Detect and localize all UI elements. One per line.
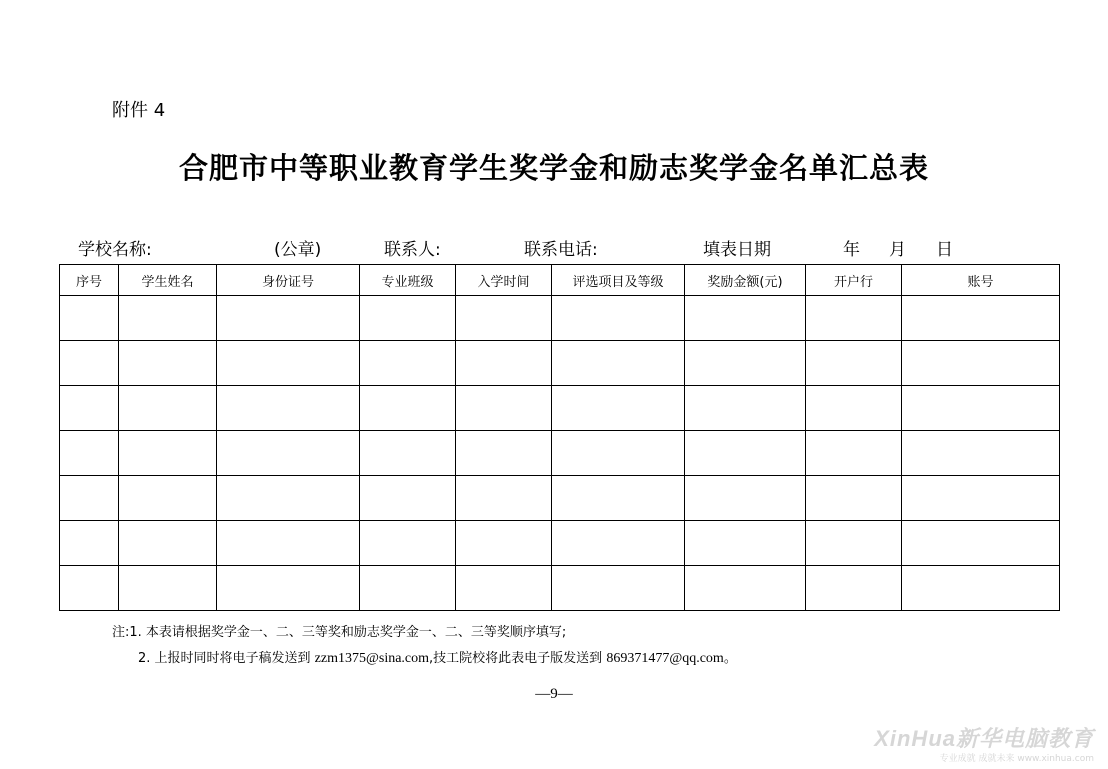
table-row <box>60 296 1060 341</box>
table-cell <box>456 521 552 566</box>
table-cell <box>119 386 217 431</box>
table-cell <box>456 341 552 386</box>
header-id-number: 身份证号 <box>217 265 360 296</box>
table-cell <box>902 521 1060 566</box>
table-cell <box>60 386 119 431</box>
table-cell <box>60 296 119 341</box>
table-cell <box>360 296 456 341</box>
table-cell <box>60 566 119 611</box>
table-cell <box>552 566 685 611</box>
table-cell <box>685 431 806 476</box>
header-index: 序号 <box>60 265 119 296</box>
note-line-2 <box>138 647 737 667</box>
table-cell <box>902 341 1060 386</box>
header-award-level: 评选项目及等级 <box>552 265 685 296</box>
header-amount: 奖励金额(元) <box>685 265 806 296</box>
school-name-label: 学校名称: <box>78 240 152 260</box>
table-cell <box>60 341 119 386</box>
table-cell <box>902 476 1060 521</box>
table-cell <box>360 566 456 611</box>
table-cell <box>360 341 456 386</box>
year-label: 年 <box>843 240 860 260</box>
header-major-class: 专业班级 <box>360 265 456 296</box>
table-cell <box>360 386 456 431</box>
watermark-text: XinHua新华电脑教育 <box>874 726 1094 751</box>
contact-phone-label: 联系电话: <box>524 240 598 260</box>
table-cell <box>456 476 552 521</box>
note-line-2-middle: ,技工院校将此表电子版发送到 <box>429 651 607 666</box>
table-cell <box>217 521 360 566</box>
table-cell <box>552 341 685 386</box>
table-cell <box>119 476 217 521</box>
table-cell <box>217 296 360 341</box>
table-cell <box>685 296 806 341</box>
table-cell <box>685 341 806 386</box>
table-header-row <box>60 265 1060 296</box>
table-cell <box>806 296 902 341</box>
table-row <box>60 341 1060 386</box>
table-row <box>60 521 1060 566</box>
seal-label: (公章) <box>274 240 322 260</box>
table-cell <box>360 521 456 566</box>
table-cell <box>60 521 119 566</box>
table-cell <box>119 341 217 386</box>
table-cell <box>456 431 552 476</box>
watermark-logo <box>874 722 1094 764</box>
table-cell <box>217 341 360 386</box>
table-cell <box>119 431 217 476</box>
table-cell <box>217 566 360 611</box>
attachment-label: 附件 4 <box>112 100 166 121</box>
table-cell <box>456 386 552 431</box>
table-cell <box>806 521 902 566</box>
table-cell <box>806 476 902 521</box>
table-cell <box>685 566 806 611</box>
table-cell <box>552 296 685 341</box>
table-cell <box>360 431 456 476</box>
month-label: 月 <box>889 240 906 260</box>
table-cell <box>806 431 902 476</box>
note-line-1: 注:1. 本表请根据奖学金一、二、三等奖和励志奖学金一、二、三等奖顺序填写; <box>112 625 567 640</box>
table-cell <box>552 521 685 566</box>
table-cell <box>60 431 119 476</box>
table-cell <box>685 386 806 431</box>
header-account: 账号 <box>902 265 1060 296</box>
table-cell <box>685 521 806 566</box>
table-cell <box>552 431 685 476</box>
table-cell <box>685 476 806 521</box>
table-cell <box>806 566 902 611</box>
contact-person-label: 联系人: <box>384 240 441 260</box>
page-title: 合肥市中等职业教育学生奖学金和励志奖学金名单汇总表 <box>178 151 929 185</box>
table-cell <box>902 431 1060 476</box>
table-row <box>60 476 1060 521</box>
table-cell <box>217 386 360 431</box>
table-cell <box>902 386 1060 431</box>
table-cell <box>806 341 902 386</box>
table-cell <box>60 476 119 521</box>
header-student-name: 学生姓名 <box>119 265 217 296</box>
email-link-1[interactable]: zzm1375@sina.com <box>314 651 430 666</box>
table-cell <box>119 521 217 566</box>
note-line-2-prefix: 2. 上报时同时将电子稿发送到 <box>138 651 315 666</box>
table-cell <box>119 296 217 341</box>
scholarship-table <box>59 264 1060 611</box>
table-cell <box>217 431 360 476</box>
email-link-2[interactable]: 869371477@qq.com <box>606 651 724 666</box>
table-cell <box>360 476 456 521</box>
table-cell <box>902 296 1060 341</box>
note-line-2-suffix: 。 <box>723 651 737 666</box>
fill-date-label: 填表日期 <box>703 240 771 260</box>
watermark-subtext: 专业成就 成就未来 www.xinhua.com <box>939 754 1094 764</box>
header-enroll-date: 入学时间 <box>456 265 552 296</box>
table-row <box>60 566 1060 611</box>
table-cell <box>552 476 685 521</box>
table-cell <box>456 296 552 341</box>
table-cell <box>456 566 552 611</box>
header-bank: 开户行 <box>806 265 902 296</box>
table-row <box>60 386 1060 431</box>
table-cell <box>552 386 685 431</box>
table-cell <box>806 386 902 431</box>
table-cell <box>902 566 1060 611</box>
page-number: —9— <box>535 686 573 702</box>
day-label: 日 <box>936 240 953 260</box>
table-cell <box>119 566 217 611</box>
table-row <box>60 431 1060 476</box>
table-cell <box>217 476 360 521</box>
